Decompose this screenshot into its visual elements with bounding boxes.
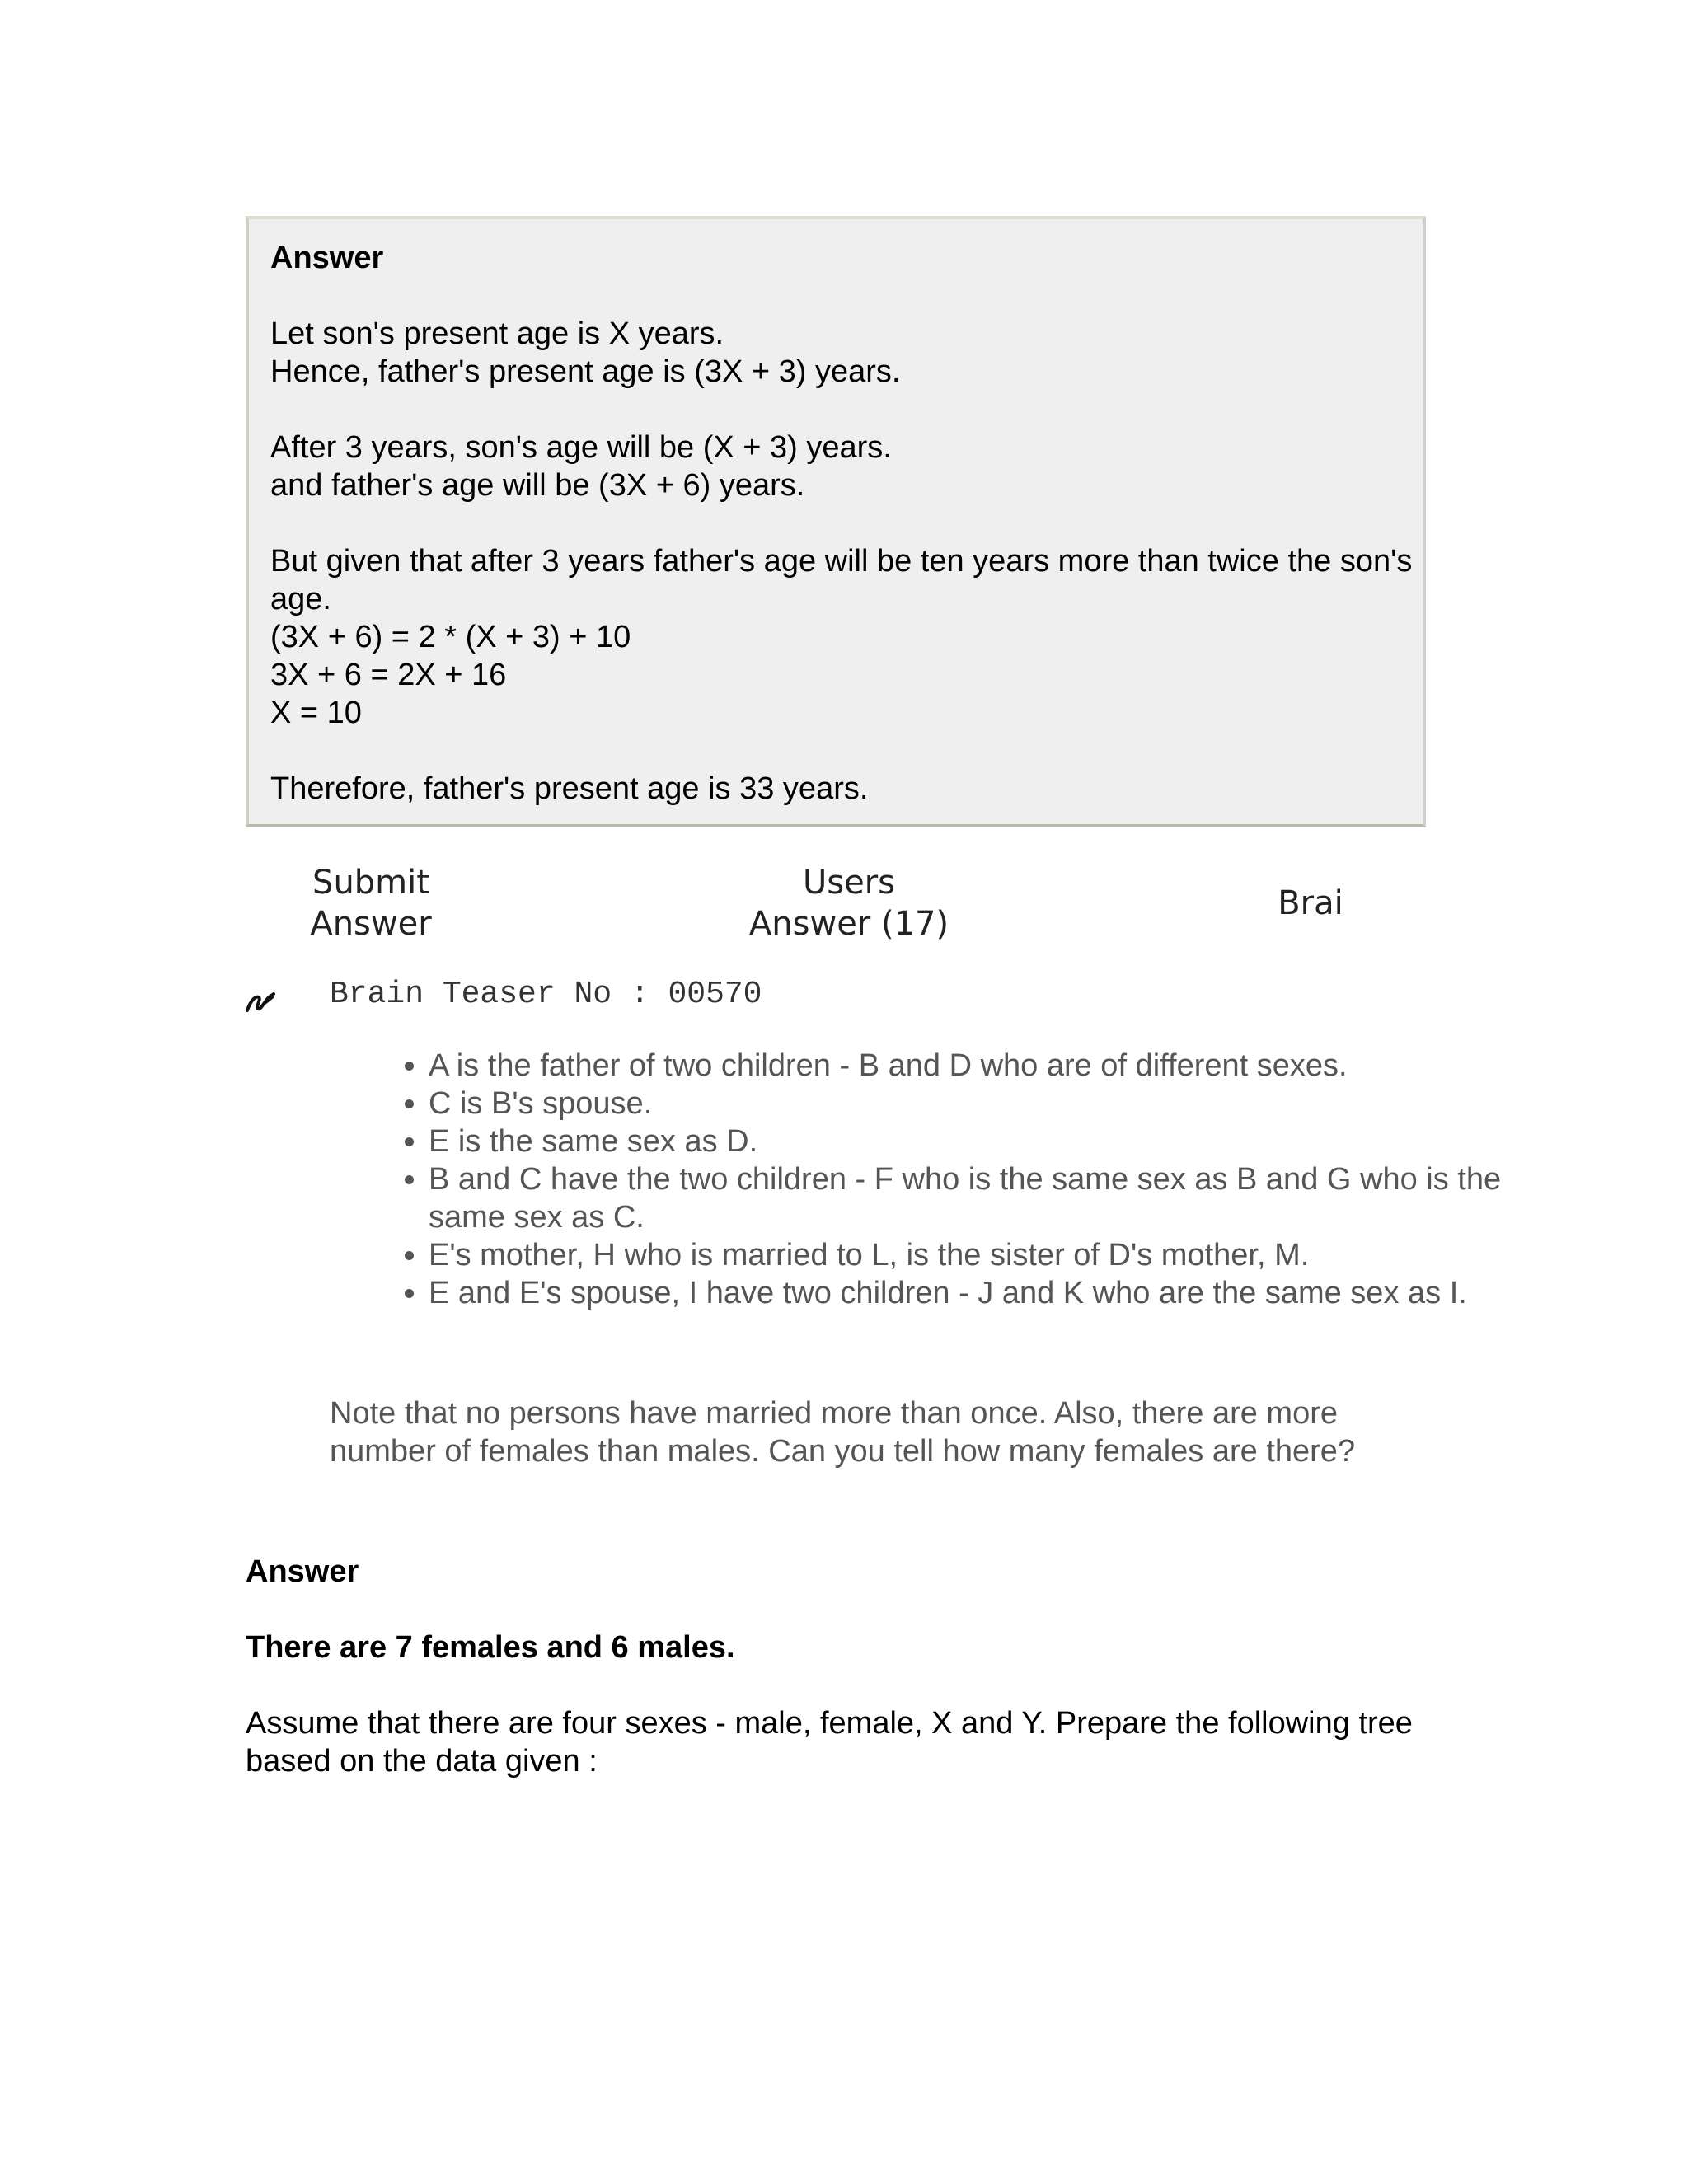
pencil-icon — [244, 986, 279, 1015]
submit-answer-link[interactable] — [280, 862, 462, 944]
previous-answer-box — [246, 216, 1426, 827]
list-item: • E and E's spouse, I have two children - J and K who are the same sex as I. — [429, 1274, 1517, 1312]
clue-list — [330, 1047, 1517, 1312]
teaser-title: Brain Teaser No : 00570 — [330, 977, 762, 1012]
answer-line: Let son's present age is X years. — [270, 316, 724, 351]
answer-result: There are 7 females and 6 males. — [246, 1630, 735, 1665]
users-answer-label-1: Users — [802, 864, 895, 902]
answer-line: Therefore, father's present age is 33 years. — [270, 771, 869, 806]
list-item: • E's mother, H who is married to L, is the sister of D's mother, M. — [429, 1236, 1517, 1274]
list-item: • B and C have the two children - F who is the same sex as B and G who is the same sex as C. — [429, 1160, 1517, 1236]
answer-line: Hence, father's present age is (3X + 3) years. — [270, 354, 901, 389]
answer-box-title: Answer — [270, 241, 384, 275]
answer-line: 3X + 6 = 2X + 16 — [270, 658, 507, 692]
brain-link-label: Brai — [1278, 884, 1343, 922]
answer-explanation: Assume that there are four sexes - male, female, X and Y. Prepare the following tree based on the data given : — [246, 1706, 1413, 1779]
submit-answer-label-2: Answer — [310, 905, 432, 943]
list-item: • E is the same sex as D. — [429, 1122, 1517, 1160]
brain-link[interactable] — [1261, 883, 1360, 924]
answer-heading: Answer — [246, 1554, 359, 1589]
list-item: • A is the father of two children - B and D who are of different sexes. — [429, 1047, 1517, 1085]
users-answer-label-2: Answer (17) — [748, 905, 950, 943]
teaser-note: Note that no persons have married more than once. Also, there are more number of females than males. Can you tell how many females are there? — [330, 1396, 1356, 1469]
submit-answer-label-1: Submit — [312, 864, 429, 902]
answer-line: After 3 years, son's age will be (X + 3) years. — [270, 430, 892, 465]
answer-line: But given that after 3 years father's age will be ten years more than twice the son's age. — [270, 544, 1413, 616]
answer-line: and father's age will be (3X + 6) years. — [270, 468, 805, 503]
answer-line: (3X + 6) = 2 * (X + 3) + 10 — [270, 620, 631, 654]
users-answer-link[interactable] — [725, 862, 973, 944]
list-item: • C is B's spouse. — [429, 1085, 1517, 1122]
answer-line: X = 10 — [270, 696, 362, 730]
